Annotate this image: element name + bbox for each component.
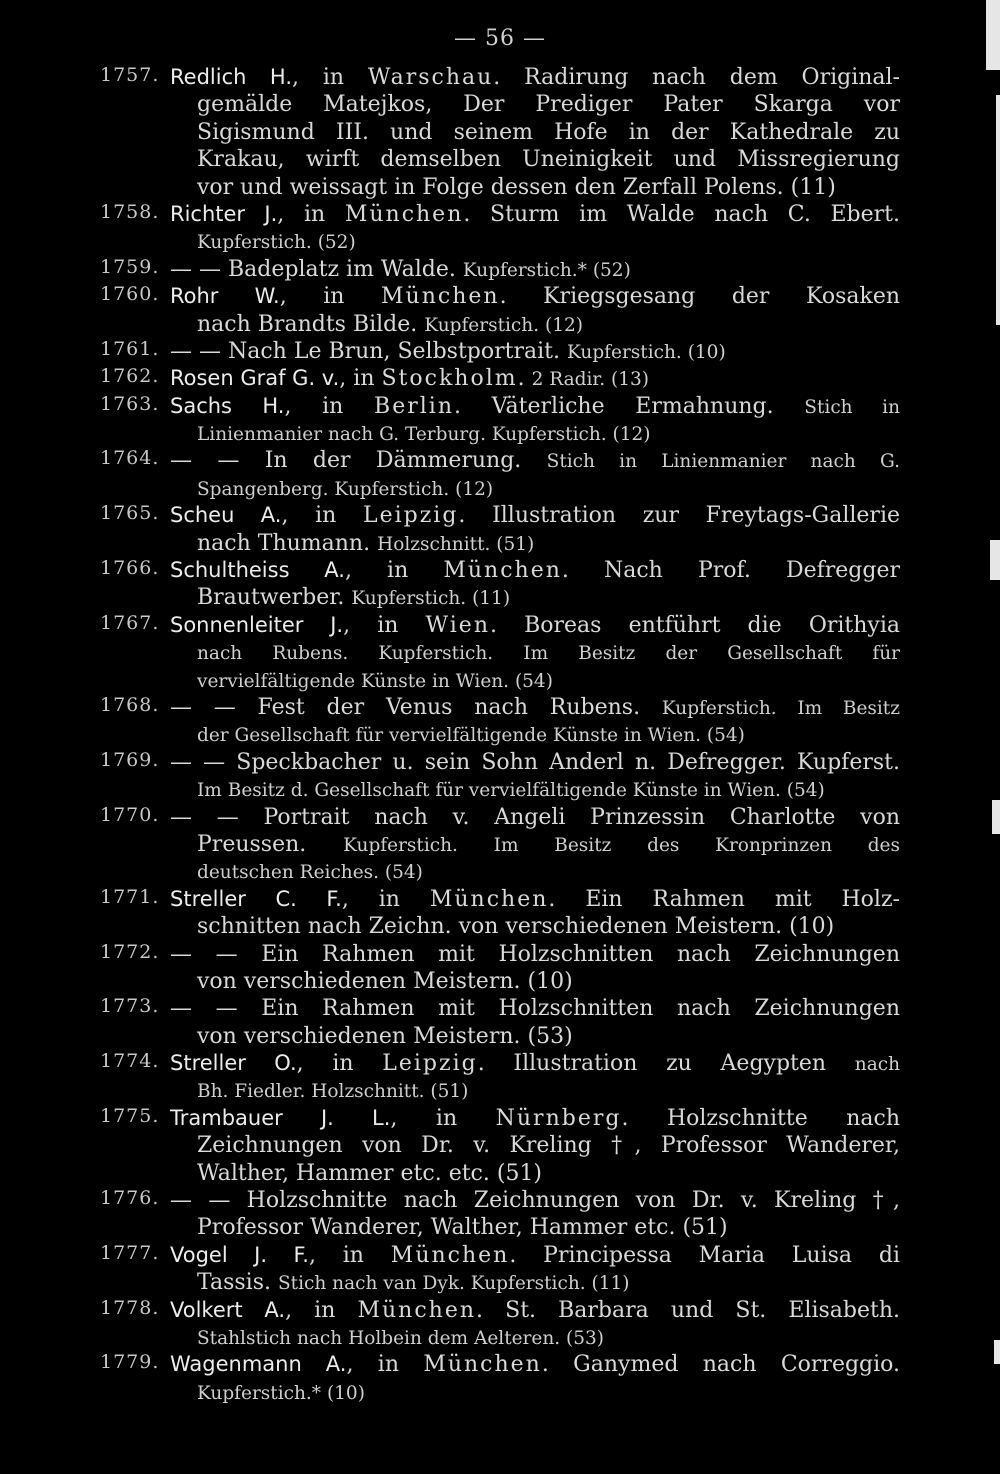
entry-text: , in: [346, 1352, 424, 1378]
entry-line: [100, 393, 900, 420]
entry-number: 1770.: [100, 803, 160, 826]
entry-line: [100, 584, 900, 611]
entry-number: 1772.: [100, 940, 160, 963]
entry-number: 1775.: [100, 1104, 160, 1127]
entry-line: [100, 174, 900, 201]
entry-line: [100, 968, 900, 995]
entry-line: [100, 804, 900, 831]
artist-name: Volkert A.: [170, 1297, 286, 1322]
catalog-entry: [100, 64, 900, 201]
entry-text: . Kriegsgesang der Kosaken: [499, 284, 900, 310]
artist-name: Richter J.: [170, 201, 278, 226]
technique-note: Holzschnitt. (51): [377, 533, 535, 555]
entry-text: , in: [339, 366, 382, 392]
entry-text: — — Ein Rahmen mit Holzschnitten nach Zeichnungen: [170, 996, 900, 1022]
technique-note: Im Besitz d. Gesellschaft für vervielfältigende Künste in Wien. (54): [197, 780, 825, 802]
technique-note: deutschen Reiches. (54): [197, 862, 423, 884]
entry-number: 1778.: [100, 1296, 160, 1319]
entry-line: [100, 694, 900, 721]
technique-note: Kupferstich. Im Besitz: [661, 697, 900, 719]
entry-line: [100, 886, 900, 913]
entry-text: . Principessa Maria Luisa di: [509, 1242, 900, 1268]
entry-number: 1773.: [100, 995, 160, 1018]
page-edge-mark: [994, 1340, 1000, 1364]
technique-note: der Gesellschaft für vervielfältigende Künste in Wien. (54): [197, 725, 745, 747]
entry-text: , in: [390, 1105, 496, 1131]
entry-line: [100, 283, 900, 310]
entry-text: schnitten nach Zeichn. von verschiedenen Meistern. (10): [197, 914, 835, 940]
place-name: München: [443, 558, 562, 584]
entry-text: Zeichnungen von Dr. v. Kreling †, Professor Wanderer,: [197, 1133, 900, 1159]
catalog-entry: [100, 283, 900, 338]
entry-line: [100, 1379, 900, 1406]
catalog-entry: [100, 886, 900, 941]
entry-line: [100, 1077, 900, 1104]
technique-note: Stich in: [804, 396, 900, 418]
entry-line: [100, 64, 900, 91]
entry-line: [100, 1324, 900, 1351]
place-name: München: [423, 1352, 542, 1378]
catalog-entry: [100, 749, 900, 804]
entry-number: 1765.: [100, 502, 160, 525]
entry-text: — — Badeplatz im Walde.: [170, 256, 463, 282]
entry-line: [100, 1132, 900, 1159]
entry-line: [100, 1023, 900, 1050]
technique-note: Kupferstich. (11): [351, 588, 511, 610]
artist-name: Streller C. F.: [170, 886, 342, 911]
place-name: Wien: [425, 612, 490, 638]
technique-note: Stich nach van Dyk. Kupferstich. (11): [277, 1273, 630, 1295]
entry-line: [100, 146, 900, 173]
entry-line: [100, 475, 900, 502]
entry-text: . Nach Prof. Defregger: [561, 558, 900, 584]
artist-name: Trambauer J. L.: [170, 1105, 391, 1130]
entry-line: [100, 502, 900, 529]
entry-text: , in: [279, 284, 382, 310]
entry-line: [100, 228, 900, 255]
entry-number: 1771.: [100, 885, 160, 908]
artist-name: Scheu A.: [170, 503, 282, 528]
entry-text: gemälde Matejkos, Der Prediger Pater Skarga vor: [197, 92, 900, 118]
place-name: Leipzig: [382, 1051, 478, 1077]
entry-text: . St. Barbara und St. Elisabeth.: [476, 1297, 900, 1323]
entry-text: nach Brandts Bilde.: [197, 311, 425, 337]
technique-note: Kupferstich. (10): [567, 341, 726, 363]
technique-note: Kupferstich.* (10): [197, 1382, 365, 1404]
entry-line: [100, 557, 900, 584]
artist-name: Wagenmann A.: [170, 1352, 347, 1377]
technique-note: 2 Radir. (13): [531, 369, 649, 391]
entry-line: [100, 913, 900, 940]
entry-line: [100, 1242, 900, 1269]
entry-text: — — In der Dämmerung.: [170, 448, 547, 474]
entry-line: [100, 256, 900, 283]
technique-note: Linienmanier nach G. Terburg. Kupferstich. (12): [197, 424, 651, 446]
technique-note: Kupferstich. (12): [424, 314, 583, 336]
entry-text: , in: [343, 612, 426, 638]
entry-text: .: [517, 366, 532, 392]
entry-text: , in: [292, 65, 368, 90]
entry-line: [100, 831, 900, 858]
catalog-entry-list: [100, 64, 900, 1406]
catalog-entry: [100, 201, 900, 256]
entry-text: von verschiedenen Meistern. (10): [197, 968, 573, 994]
catalog-entry: [100, 338, 900, 365]
entry-text: , in: [308, 1242, 391, 1268]
entry-line: [100, 1160, 900, 1187]
entry-line: [100, 1050, 900, 1077]
catalog-entry: [100, 1242, 900, 1297]
catalog-entry: [100, 1187, 900, 1242]
technique-note: vervielfältigende Künste in Wien. (54): [197, 670, 553, 692]
entry-text: , in: [344, 558, 444, 584]
catalog-entry: [100, 1050, 900, 1105]
entry-text: . Holzschnitte nach: [621, 1105, 900, 1131]
technique-note: Bh. Fiedler. Holzschnitt. (51): [197, 1081, 469, 1103]
page-edge-mark: [992, 800, 1000, 834]
entry-text: , in: [296, 1051, 383, 1077]
place-name: München: [429, 886, 549, 912]
technique-note: Kupferstich. (52): [197, 232, 356, 254]
entry-text: — — Portrait nach v. Angeli Prinzessin Charlotte von: [170, 804, 900, 830]
entry-line: [100, 941, 900, 968]
artist-name: Sonnenleiter J.: [170, 612, 344, 637]
entry-line: [100, 995, 900, 1022]
page-edge-mark: [990, 540, 1000, 580]
entry-text: Brautwerber.: [197, 585, 352, 611]
page-edge-mark: [996, 95, 1000, 325]
place-name: Warschau: [367, 65, 494, 90]
entry-text: Tassis.: [197, 1270, 278, 1296]
artist-name: Sachs H.: [170, 393, 285, 418]
place-name: Nürnberg: [495, 1105, 622, 1131]
place-name: München: [357, 1297, 477, 1323]
entry-number: 1757.: [100, 64, 160, 86]
entry-text: Walther, Hammer etc. etc. (51): [197, 1160, 543, 1186]
catalog-entry: [100, 1297, 900, 1352]
entry-line: [100, 776, 900, 803]
catalog-entry: [100, 694, 900, 749]
entry-number: 1764.: [100, 447, 160, 470]
entry-number: 1763.: [100, 392, 160, 415]
entry-text: . Boreas entführt die Orithyia: [489, 612, 900, 638]
entry-number: 1776.: [100, 1187, 160, 1210]
entry-text: . Illustration zur Freytags-Gallerie: [458, 503, 900, 529]
place-name: Berlin: [374, 393, 454, 419]
catalog-entry: [100, 612, 900, 694]
artist-name: Vogel J. F.: [170, 1242, 309, 1267]
catalog-entry: [100, 941, 900, 996]
entry-number: 1774.: [100, 1050, 160, 1073]
artist-name: Streller O.: [170, 1051, 297, 1076]
artist-name: Redlich H.: [170, 65, 293, 89]
entry-line: [100, 338, 900, 365]
catalog-entry: [100, 502, 900, 557]
entry-number: 1777.: [100, 1241, 160, 1264]
technique-note: Spangenberg. Kupferstich. (12): [197, 478, 494, 500]
entry-number: 1758.: [100, 200, 160, 223]
entry-line: [100, 858, 900, 885]
catalog-entry: [100, 1351, 900, 1406]
entry-text: . Illustration zu Aegypten: [477, 1051, 855, 1077]
entry-line: [100, 1105, 900, 1132]
technique-note: nach: [854, 1054, 900, 1076]
entry-line: [100, 1269, 900, 1296]
entry-line: [100, 667, 900, 694]
entry-text: — — Speckbacher u. sein Sohn Anderl n. Defregger. Kupferst.: [170, 749, 900, 775]
catalog-entry: [100, 447, 900, 502]
technique-note: nach Rubens. Kupferstich. Im Besitz der Gesellschaft für: [197, 643, 900, 665]
entry-text: — — Nach Le Brun, Selbstportrait.: [170, 338, 567, 364]
entry-number: 1779.: [100, 1351, 160, 1374]
entry-line: [100, 1297, 900, 1324]
entry-text: , in: [281, 503, 363, 529]
artist-name: Rohr W.: [170, 284, 280, 309]
entry-text: . Sturm im Walde nach C. Ebert.: [463, 201, 900, 227]
entry-text: Preussen.: [197, 831, 344, 857]
entry-line: [100, 365, 900, 392]
artist-name: Rosen Graf G. v.: [170, 366, 340, 391]
technique-note: Kupferstich.* (52): [462, 259, 631, 281]
technique-note: Stahlstich nach Holbein dem Aelteren. (53): [197, 1327, 605, 1349]
catalog-entry: [100, 557, 900, 612]
entry-line: [100, 201, 900, 228]
page-number: — 56 —: [454, 26, 546, 51]
entry-line: [100, 311, 900, 338]
place-name: Stockholm: [381, 366, 518, 392]
entry-text: Sigismund III. und seinem Hofe in der Kathedrale zu: [197, 119, 900, 145]
entry-text: nach Thumann.: [197, 530, 378, 556]
entry-line: [100, 1351, 900, 1378]
entry-text: Professor Wanderer, Walther, Hammer etc. (51): [197, 1215, 728, 1241]
entry-line: [100, 91, 900, 118]
entry-number: 1766.: [100, 557, 160, 580]
technique-note: Kupferstich. Im Besitz des Kronprinzen des: [343, 834, 900, 856]
entry-text: , in: [284, 393, 375, 419]
entry-text: . Ganymed nach Correggio.: [541, 1352, 900, 1378]
entry-number: 1759.: [100, 255, 160, 278]
entry-line: [100, 1187, 900, 1214]
place-name: Leipzig: [362, 503, 459, 529]
entry-text: . Väterliche Ermahnung.: [454, 393, 805, 419]
entry-line: [100, 530, 900, 557]
catalog-entry: [100, 365, 900, 392]
entry-line: [100, 749, 900, 776]
entry-text: — — Ein Rahmen mit Holzschnitten nach Zeichnungen: [170, 941, 900, 967]
entry-number: 1762.: [100, 365, 160, 388]
entry-text: von verschiedenen Meistern. (53): [197, 1023, 573, 1049]
entry-text: Krakau, wirft demselben Uneinigkeit und Missregierung: [197, 147, 900, 173]
entry-number: 1761.: [100, 337, 160, 360]
entry-text: , in: [285, 1297, 358, 1323]
entry-text: vor und weissagt in Folge dessen den Zerfall Polens. (11): [197, 174, 836, 200]
catalog-entry: [100, 995, 900, 1050]
place-name: München: [344, 201, 464, 227]
entry-line: [100, 119, 900, 146]
entry-number: 1768.: [100, 693, 160, 716]
entry-line: [100, 447, 900, 474]
entry-text: , in: [277, 201, 345, 227]
entry-text: , in: [341, 886, 430, 912]
page-edge-mark: [986, 0, 1000, 70]
entry-line: [100, 721, 900, 748]
artist-name: Schultheiss A.: [170, 558, 345, 583]
catalog-entry: [100, 1105, 900, 1187]
catalog-entry: [100, 256, 900, 283]
entry-line: [100, 1214, 900, 1241]
entry-number: 1760.: [100, 283, 160, 306]
entry-text: . Ein Rahmen mit Holz-: [548, 886, 900, 912]
catalog-entry: [100, 393, 900, 448]
entry-line: [100, 420, 900, 447]
place-name: München: [381, 284, 500, 310]
entry-number: 1769.: [100, 748, 160, 771]
technique-note: Stich in Linienmanier nach G.: [546, 451, 900, 473]
catalog-entry: [100, 804, 900, 886]
entry-line: [100, 612, 900, 639]
entry-text: — — Fest der Venus nach Rubens.: [170, 694, 662, 720]
entry-text: . Radirung nach dem Original-: [493, 65, 900, 90]
entry-text: — — Holzschnitte nach Zeichnungen von Dr. v. Kreling †,: [170, 1188, 900, 1214]
entry-line: [100, 639, 900, 666]
entry-number: 1767.: [100, 611, 160, 634]
place-name: München: [390, 1242, 510, 1268]
